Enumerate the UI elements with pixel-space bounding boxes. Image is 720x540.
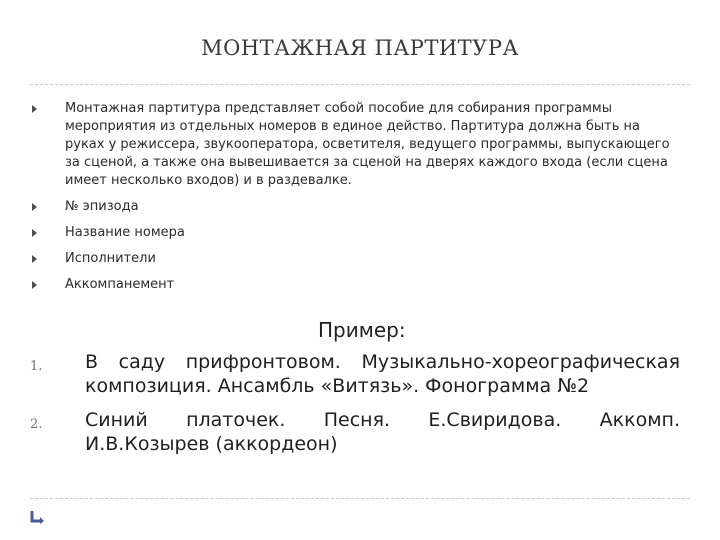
bullet-text: Аккомпанемент (65, 277, 175, 292)
bullet-item-description (30, 100, 680, 190)
example-item-line: В саду прифронтовом. Музыкально-хореографическая (85, 351, 680, 373)
bullet-list (30, 100, 680, 302)
triangle-right-icon (32, 229, 37, 237)
list-number: 1. (30, 359, 43, 374)
bullet-item-accompaniment (30, 276, 680, 294)
bullet-text: Исполнители (65, 251, 156, 266)
bullet-text: Название номера (65, 225, 185, 240)
example-item-1 (30, 350, 680, 398)
top-divider (30, 84, 690, 85)
triangle-right-icon (32, 203, 37, 211)
list-number: 2. (30, 417, 43, 432)
example-list (30, 350, 680, 466)
example-item-line: И.В.Козырев (аккордеон) (85, 433, 338, 455)
bullet-item-performers (30, 250, 680, 268)
example-item-2 (30, 408, 680, 456)
example-label: Пример: (318, 318, 406, 342)
bullet-item-episode (30, 198, 680, 216)
slide-title: МОНТАЖНАЯ ПАРТИТУРА (201, 36, 519, 60)
arrow-down-right-icon[interactable] (30, 510, 46, 524)
example-item-line: Синий платочек. Песня. Е.Свиридова. Аккомп. (85, 409, 680, 431)
bottom-divider (30, 498, 690, 499)
triangle-right-icon (32, 281, 37, 289)
example-item-line: композиция. Ансамбль «Витязь». Фонограмма №2 (85, 375, 590, 397)
bullet-text: Монтажная партитура представляет собой пособие для собирания программы мероприятия из отдельных номеров в единое действо. Партитура должна быть на руках у режиссера, звукооператора, осветителя, ведущего программы, выпускающего за сценой, а также она вывешивается за сценой на дверях каждого входа (если сцена имеет несколько входов) и в раздевалке. (65, 101, 670, 188)
bullet-text: № эпизода (65, 199, 139, 214)
triangle-right-icon (32, 105, 37, 113)
triangle-right-icon (32, 255, 37, 263)
bullet-item-title (30, 224, 680, 242)
